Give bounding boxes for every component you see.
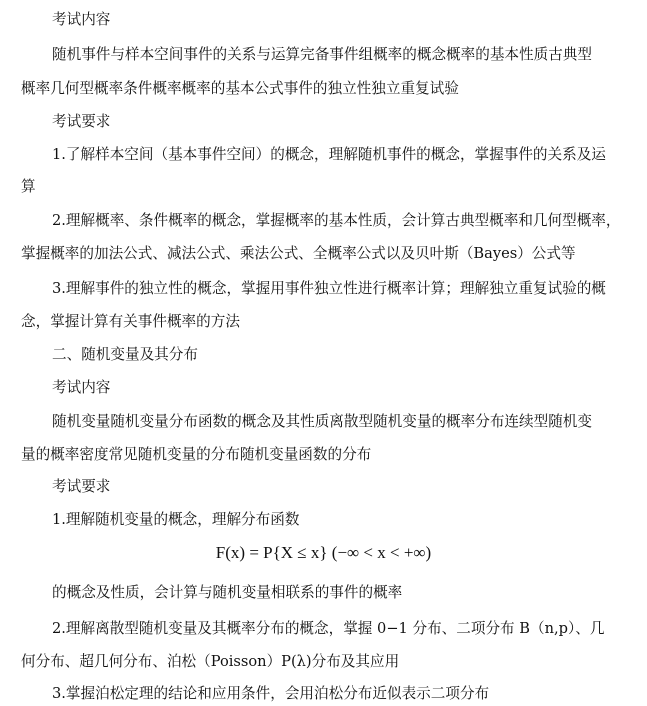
paragraph-line: 算 <box>21 178 36 195</box>
paragraph-line: 的概念及性质，会计算与随机变量相联系的事件的概率 <box>52 584 403 601</box>
paragraph-line: 1.理解随机变量的概念，理解分布函数 <box>52 511 300 528</box>
paragraph-line: 随机事件与样本空间事件的关系与运算完备事件组概率的概念概率的基本性质古典型 <box>52 46 592 63</box>
exam-content-heading: 考试内容 <box>52 379 111 396</box>
exam-requirements-heading: 考试要求 <box>52 478 111 495</box>
paragraph-line: 念，掌握计算有关事件概率的方法 <box>21 313 240 330</box>
paragraph-line: 何分布、超几何分布、泊松（Poisson）P(λ)分布及其应用 <box>21 653 400 670</box>
paragraph-line: 2.理解离散型随机变量及其概率分布的概念，掌握 0−1 分布、二项分布 B（n,p）、几 <box>52 620 605 637</box>
paragraph-line: 1.了解样本空间（基本事件空间）的概念，理解随机事件的概念，掌握事件的关系及运 <box>52 146 606 163</box>
paragraph-line: 掌握概率的加法公式、减法公式、乘法公式、全概率公式以及贝叶斯（Bayes）公式等 <box>21 245 576 262</box>
exam-requirements-heading: 考试要求 <box>52 113 111 130</box>
paragraph-line: 3.掌握泊松定理的结论和应用条件，会用泊松分布近似表示二项分布 <box>52 685 490 702</box>
section-title: 二、随机变量及其分布 <box>52 346 198 363</box>
paragraph-line: 2.理解概率、条件概率的概念，掌握概率的基本性质，会计算古典型概率和几何型概率， <box>52 212 621 229</box>
exam-content-heading: 考试内容 <box>52 11 111 28</box>
distribution-function-formula: F(x) = P{X ≤ x} (−∞ < x < +∞) <box>215 543 432 562</box>
paragraph-line: 随机变量随机变量分布函数的概念及其性质离散型随机变量的概率分布连续型随机变 <box>52 413 592 430</box>
paragraph-line: 量的概率密度常见随机变量的分布随机变量函数的分布 <box>21 446 372 463</box>
paragraph-line: 概率几何型概率条件概率概率的基本公式事件的独立性独立重复试验 <box>21 80 459 97</box>
paragraph-line: 3.理解事件的独立性的概念，掌握用事件独立性进行概率计算；理解独立重复试验的概 <box>52 280 606 297</box>
